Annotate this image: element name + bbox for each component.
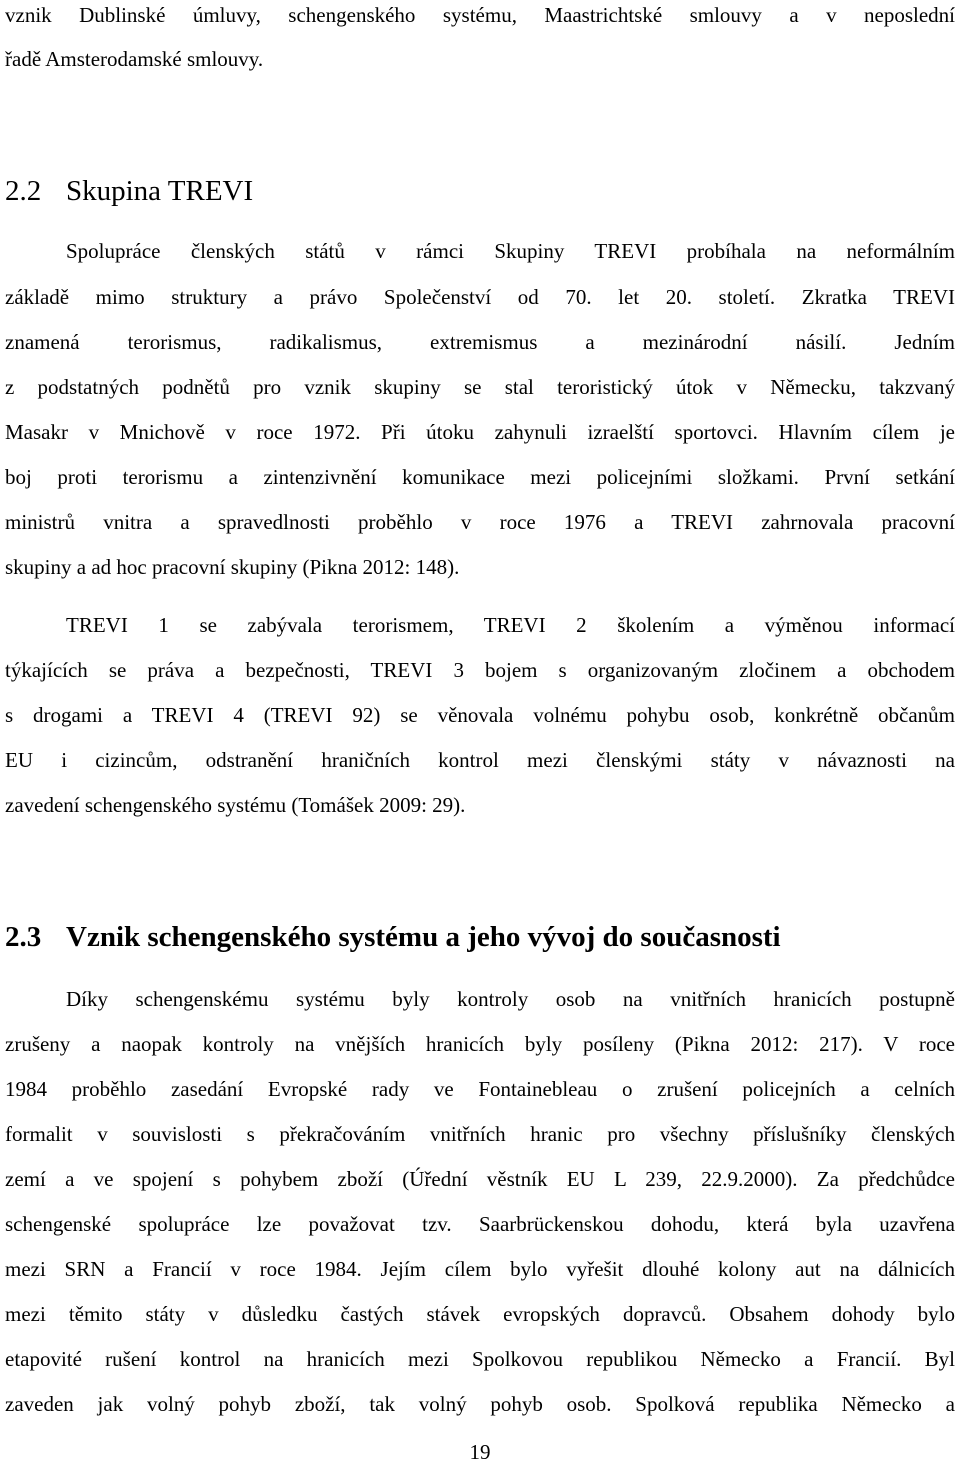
- section-heading-schengen: [5, 919, 781, 955]
- paragraph-line: základě mimo struktury a právo Společenství od 70. let 20. století. Zkratka TREVI: [5, 285, 955, 309]
- section-heading-trevi: [5, 173, 253, 209]
- paragraph-line: s drogami a TREVI 4 (TREVI 92) se věnovala volnému pohybu osob, konkrétně občanům: [5, 703, 955, 727]
- section-title: Skupina TREVI: [66, 175, 254, 207]
- paragraph-line: etapovité rušení kontrol na hranicích mezi Spolkovou republikou Německo a Francií. Byl: [5, 1347, 955, 1371]
- section-title: Vznik schengenského systému a jeho vývoj do současnosti: [66, 921, 781, 953]
- paragraph-line: formalit v souvislosti s překračováním vnitřních hranic pro všechny příslušníky členských: [5, 1122, 955, 1146]
- paragraph-line: Masakr v Mnichově v roce 1972. Při útoku zahynuli izraelští sportovci. Hlavním cílem je: [5, 420, 955, 444]
- paragraph-line: zemí a ve spojení s pohybem zboží (Úřední věstník EU L 239, 22.9.2000). Za předchůdce: [5, 1167, 955, 1191]
- paragraph-line: zaveden jak volný pohyb zboží, tak volný pohyb osob. Spolková republika Německo a: [5, 1392, 955, 1416]
- paragraph-line: schengenské spolupráce lze považovat tzv. Saarbrückenskou dohodu, která byla uzavřena: [5, 1212, 955, 1236]
- paragraph-line: 1984 proběhlo zasedání Evropské rady ve Fontainebleau o zrušení policejních a celních: [5, 1077, 955, 1101]
- paragraph-line: Díky schengenskému systému byly kontroly osob na vnitřních hranicích postupně: [66, 987, 955, 1011]
- paragraph-line: EU i cizincům, odstranění hraničních kontrol mezi členskými státy v návaznosti na: [5, 748, 955, 772]
- paragraph-line: boj proti terorismu a zintenzivnění komunikace mezi policejními složkami. První setkání: [5, 465, 955, 489]
- paragraph-line: týkajících se práva a bezpečnosti, TREVI 3 bojem s organizovaným zločinem a obchodem: [5, 658, 955, 682]
- page-number: 19: [469, 1440, 491, 1464]
- paragraph-line: mezi SRN a Francií v roce 1984. Jejím cílem bylo vyřešit dlouhé kolony aut na dálnicích: [5, 1257, 955, 1281]
- paragraph-line: Spolupráce členských států v rámci Skupiny TREVI probíhala na neformálním: [66, 239, 955, 263]
- paragraph-line: TREVI 1 se zabývala terorismem, TREVI 2 školením a výměnou informací: [66, 613, 955, 637]
- intro-line: řadě Amsterodamské smlouvy.: [5, 47, 264, 71]
- intro-line: vznik Dublinské úmluvy, schengenského systému, Maastrichtské smlouvy a v neposlední: [5, 3, 955, 27]
- paragraph-line: znamená terorismus, radikalismus, extremismus a mezinárodní násilí. Jedním: [5, 330, 955, 354]
- section-number: 2.2: [5, 175, 42, 207]
- paragraph-line: skupiny a ad hoc pracovní skupiny (Pikna 2012: 148).: [5, 555, 460, 579]
- section-number: 2.3: [5, 921, 42, 953]
- paragraph-line: mezi těmito státy v důsledku častých stávek evropských dopravců. Obsahem dohody bylo: [5, 1302, 955, 1326]
- paragraph-line: zrušeny a naopak kontroly na vnějších hranicích byly posíleny (Pikna 2012: 217). V roce: [5, 1032, 955, 1056]
- paragraph-line: zavedení schengenského systému (Tomášek 2009: 29).: [5, 793, 466, 817]
- paragraph-line: z podstatných podnětů pro vznik skupiny se stal teroristický útok v Německu, takzvaný: [5, 375, 955, 399]
- paragraph-line: ministrů vnitra a spravedlnosti proběhlo v roce 1976 a TREVI zahrnovala pracovní: [5, 510, 955, 534]
